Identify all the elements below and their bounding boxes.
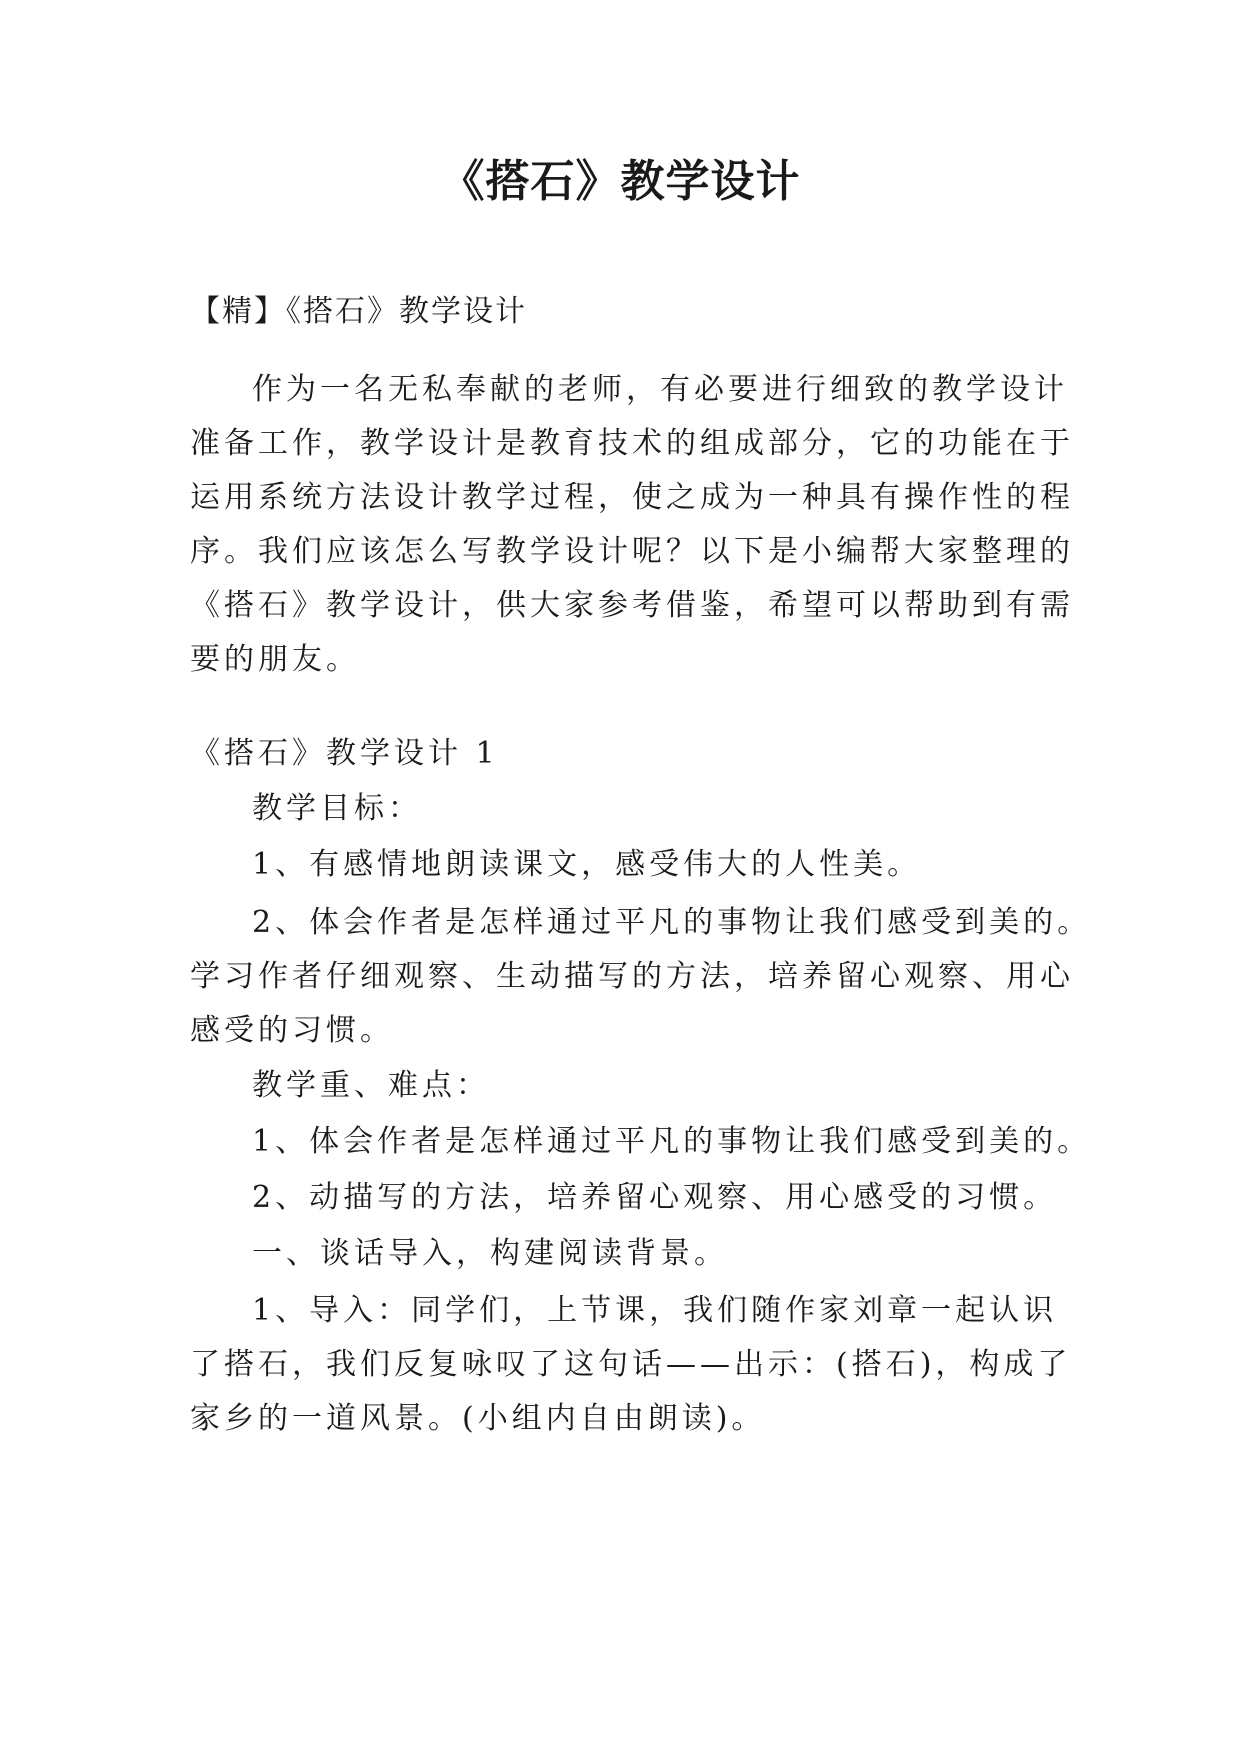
body-line: 学习作者仔细观察、生动描写的方法，培养留心观察、用心: [190, 959, 1074, 994]
body-line: 1、体会作者是怎样通过平凡的事物让我们感受到美的。: [252, 1124, 1092, 1159]
intro-line: 作为一名无私奉献的老师，有必要进行细致的教学设计: [252, 372, 1068, 407]
body-line: 1、有感情地朗读课文，感受伟大的人性美。: [252, 847, 922, 882]
body-line: 了搭石，我们反复咏叹了这句话——出示：(搭石)，构成了: [190, 1347, 1072, 1382]
section-heading: 《搭石》教学设计 1: [190, 736, 499, 771]
body-line: 1、导入：同学们，上节课，我们随作家刘章一起认识: [252, 1293, 1058, 1328]
body-line: 教学目标：: [252, 791, 422, 826]
intro-line: 准备工作，教学设计是教育技术的组成部分，它的功能在于: [190, 426, 1074, 461]
document-subtitle: 【精】《搭石》教学设计: [190, 294, 527, 329]
body-line: 2、动描写的方法，培养留心观察、用心感受的习惯。: [252, 1180, 1058, 1215]
document-title: 《搭石》教学设计: [440, 156, 801, 207]
body-line: 感受的习惯。: [190, 1013, 394, 1048]
body-line: 家乡的一道风景。(小组内自由朗读)。: [190, 1401, 766, 1436]
intro-line: 序。我们应该怎么写教学设计呢？以下是小编帮大家整理的: [190, 534, 1074, 569]
body-line: 2、体会作者是怎样通过平凡的事物让我们感受到美的。: [252, 905, 1092, 940]
intro-line: 运用系统方法设计教学过程，使之成为一种具有操作性的程: [190, 480, 1074, 515]
body-line: 一、谈话导入，构建阅读背景。: [252, 1236, 728, 1271]
intro-line: 要的朋友。: [190, 642, 360, 677]
intro-line: 《搭石》教学设计，供大家参考借鉴，希望可以帮助到有需: [190, 588, 1074, 623]
body-line: 教学重、难点：: [252, 1068, 490, 1103]
